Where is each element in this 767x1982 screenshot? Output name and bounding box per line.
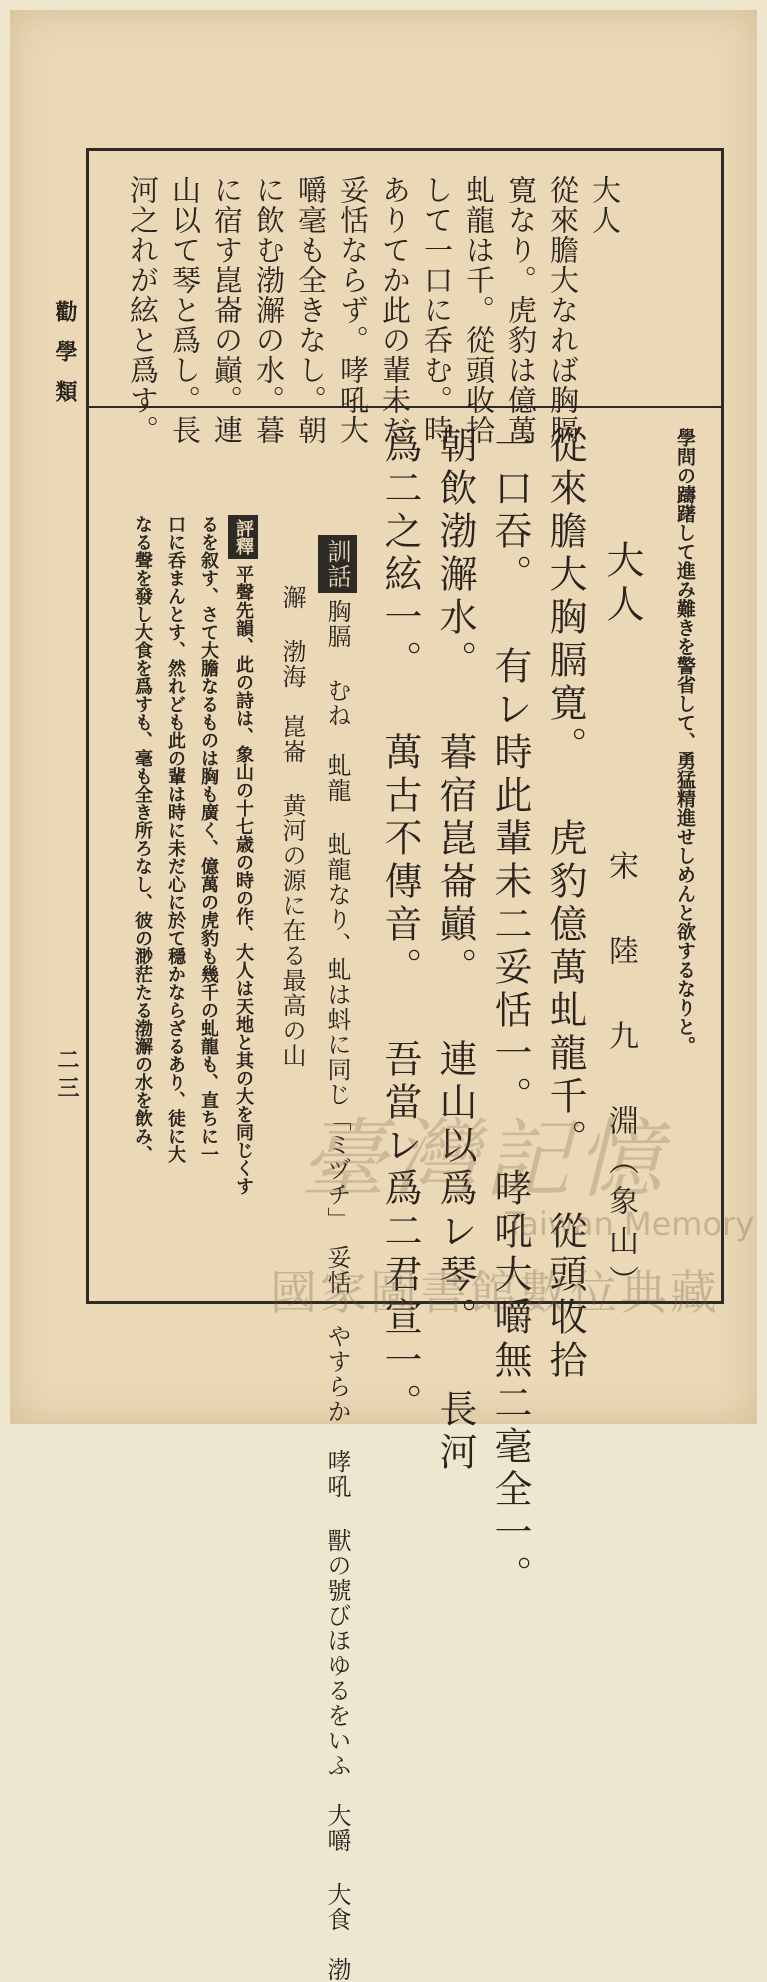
commentary-label: 評釋: [228, 515, 258, 559]
notes-label: 訓話: [318, 535, 357, 593]
kundoku-line: 山以て琴と爲し。長: [168, 175, 202, 445]
watermark-script: 臺灣記憶: [300, 1110, 668, 1210]
page-number: 二三: [54, 1048, 80, 1104]
watermark-english: Taiwan Memory: [505, 1205, 755, 1243]
kundoku-line: 河之れが絃と爲す。: [126, 175, 160, 445]
watermark-chinese: 國家圖書館數位典藏: [270, 1266, 720, 1321]
kundoku-line: 妥恬ならず。哮吼大: [336, 175, 370, 445]
commentary-line: 平聲先韻、此の詩は、象山の十七歳の時の作、大人は天地と其の大を同じくす: [233, 565, 254, 1195]
poem-line: 爲二之絃一。 萬古不傳音。 吾當レ爲二君宣一。: [378, 425, 422, 1426]
kundoku-line: 從來膽大なれば胸膈: [546, 175, 580, 445]
kundoku-line: ありてか此の輩未だ: [378, 175, 412, 445]
kundoku-line: 虬龍は千。從頭收拾: [462, 175, 496, 445]
kundoku-line: に飲む渤澥の水。暮: [252, 175, 286, 445]
kundoku-title: 大人: [588, 175, 622, 235]
kundoku-line: 寛なり。虎豹は億萬: [504, 175, 538, 445]
poem-line: 從來膽大胸膈寛。 虎豹億萬虬龍千。 從頭收拾: [543, 425, 587, 1383]
commentary-line: 口に呑まんとす、然れども此の輩は時に未だ心に於て穩かならざるあり、徒に大: [165, 515, 186, 1163]
kundoku-line: 嚼毫も全きなし。朝: [294, 175, 328, 445]
poem-title: 大人: [600, 540, 644, 628]
kundoku-line: して一口に呑む。時: [420, 175, 454, 445]
notes-text: 胸膈 むね 虬龍 虬龍なり、虬は蚪に同じ「ミヅチ」 妥恬 やすらか 哮吼 獸の號びほゆるをいふ 大嚼 大食 渤: [323, 599, 351, 1982]
commentary-line: るを叙す、さて大膽なるものは胸も廣く、億萬の虎豹も幾千の虬龍も、直ちに一: [198, 515, 219, 1163]
poem-author: 宋 陸 九 淵（象山）: [603, 850, 638, 1305]
side-title: 勸學類: [52, 300, 78, 420]
poem-description: 學問の躊躇して進み難きを警省して、勇猛精進せしめんと欲するなりと。: [674, 428, 696, 1055]
kundoku-line: に宿す崑崙の巓。連: [210, 175, 244, 445]
commentary-line: なる聲を發し大食を爲すも、毫も全き所ろなし、彼の渺茫たる渤澥の水を飲み、: [132, 515, 153, 1163]
notes-text-2: 澥 渤海 崑崙 黄河の源に在る最高の山: [278, 585, 306, 1068]
poem-line: 一口吞。 有レ時此輩未二妥恬一。 哮吼大嚼無二毫全一。: [488, 425, 532, 1598]
poem-line: 朝飲渤澥水。 暮宿崑崙巓。 連山以爲レ琴。 長河: [433, 425, 477, 1475]
commentary-column: [228, 515, 258, 1295]
